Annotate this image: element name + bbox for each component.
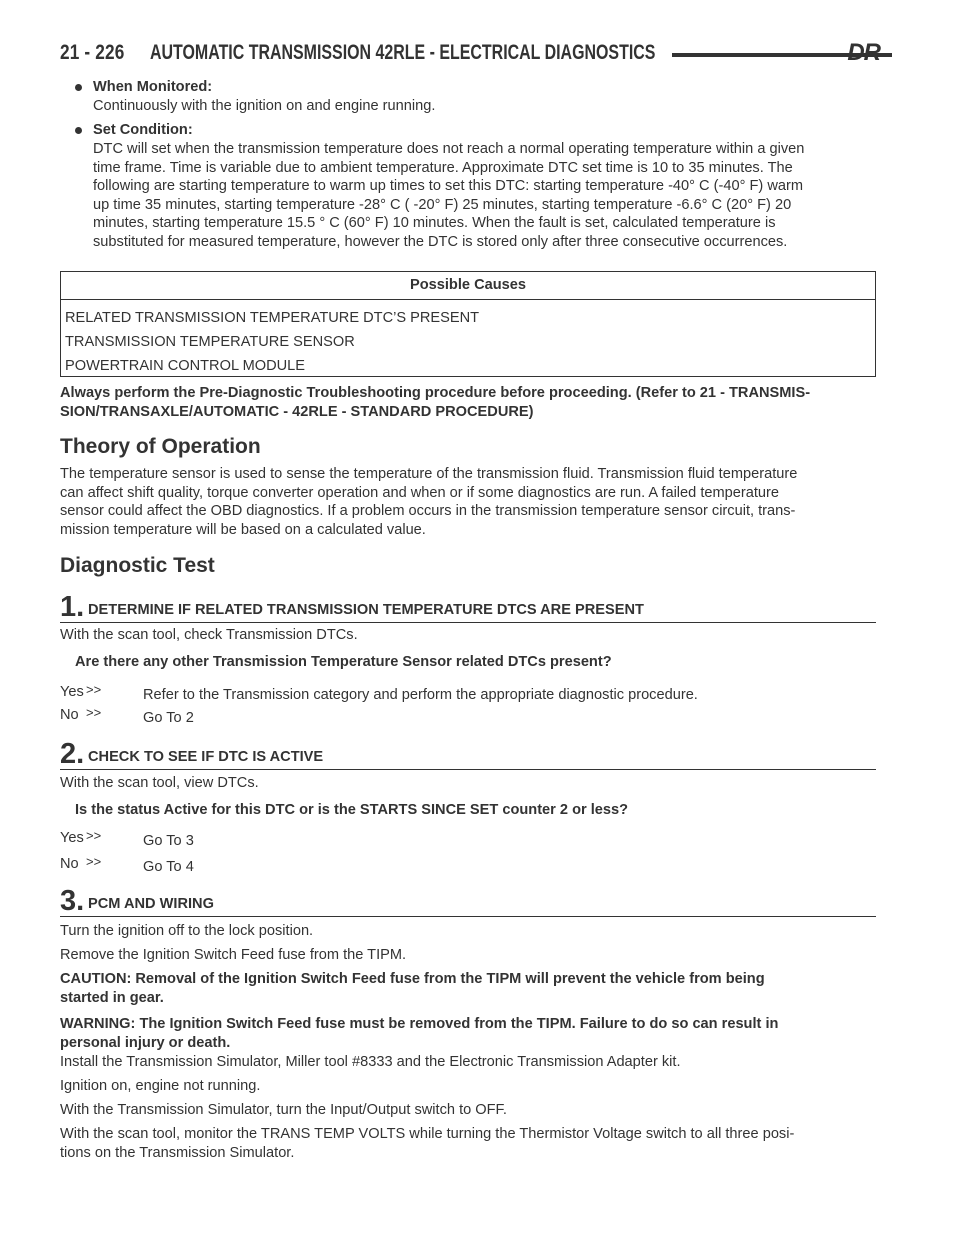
theory-text: [60, 465, 876, 539]
yes-label: Yes: [60, 830, 84, 846]
text-line: CAUTION: Removal of the Ignition Switch Feed fuse from the TIPM will prevent the vehicle from being: [60, 971, 765, 987]
warning-note: [60, 1015, 876, 1052]
bullet-icon: [75, 84, 82, 91]
theory-heading: Theory of Operation: [60, 435, 261, 458]
text-line: time frame. Time is variable due to ambient temperature. Approximate DTC set time is 10 to 35 minutes. The: [93, 159, 793, 176]
possible-causes-heading: Possible Causes: [61, 272, 875, 300]
text-line: started in gear.: [60, 989, 164, 1006]
step-title: CHECK TO SEE IF DTC IS ACTIVE: [88, 749, 324, 765]
set-condition-label: Set Condition:: [93, 122, 193, 138]
section-title: AUTOMATIC TRANSMISSION 42RLE - ELECTRICAL DIAGNOSTICS: [150, 41, 656, 64]
text-line: The temperature sensor is used to sense the temperature of the transmission fluid. Transmission fluid temperature: [60, 466, 798, 482]
cause-item: POWERTRAIN CONTROL MODULE: [65, 358, 306, 374]
text-line: SION/TRANSAXLE/AUTOMATIC - 42RLE - STANDARD PROCEDURE): [60, 403, 534, 420]
arrow-icon: >>: [86, 854, 102, 869]
text-line: Always perform the Pre-Diagnostic Troubleshooting procedure before proceeding. (Refer to 21 - TRANSMIS-: [60, 385, 811, 401]
page-number: 21 - 226: [60, 41, 125, 64]
arrow-icon: >>: [86, 682, 102, 697]
cause-item: RELATED TRANSMISSION TEMPERATURE DTC’S PRESENT: [65, 310, 480, 326]
text-line: With the scan tool, monitor the TRANS TEMP VOLTS while turning the Thermistor Voltage switch to all three posi-: [60, 1126, 795, 1142]
step-title: PCM AND WIRING: [88, 896, 214, 912]
text-line: up time 35 minutes, starting temperature -28° C ( -20° F) 25 minutes, starting temperature -6.6° C (20° F) 20: [93, 196, 792, 213]
text-line: tions on the Transmission Simulator.: [60, 1144, 295, 1161]
step-3-text: With the Transmission Simulator, turn the Input/Output switch to OFF.: [60, 1102, 507, 1118]
bullet-icon: [75, 127, 82, 134]
text-line: sensor could affect the OBD diagnostics. If a problem occurs in the transmission temperature sensor circuit, trans-: [60, 503, 796, 520]
diagnostic-test-heading: Diagnostic Test: [60, 554, 215, 577]
text-line: mission temperature will be based on a calculated value.: [60, 521, 426, 538]
step-1-instruction: With the scan tool, check Transmission DTCs.: [60, 627, 358, 643]
text-line: DTC will set when the transmission temperature does not reach a normal operating temperature within a given: [93, 141, 805, 157]
step-number: 1.: [60, 591, 85, 623]
yes-label: Yes: [60, 684, 84, 700]
step-1-question: Are there any other Transmission Temperature Sensor related DTCs present?: [75, 654, 612, 670]
model-logo: DR: [847, 39, 880, 66]
step-number: 2.: [60, 738, 85, 770]
no-action: Go To 2: [143, 710, 194, 726]
step-3-text: Install the Transmission Simulator, Miller tool #8333 and the Electronic Transmission Adapter kit.: [60, 1054, 681, 1070]
when-monitored-label: When Monitored:: [93, 79, 213, 95]
step-2-question: Is the status Active for this DTC or is the STARTS SINCE SET counter 2 or less?: [75, 802, 629, 818]
step-3-text: [60, 1125, 876, 1162]
text-line: can affect shift quality, torque converter operation and when or if some diagnostics are run. A failed temperature: [60, 484, 780, 501]
cause-item: TRANSMISSION TEMPERATURE SENSOR: [65, 334, 355, 350]
step-3-text: Turn the ignition off to the lock position.: [60, 923, 314, 939]
step-3-text: Remove the Ignition Switch Feed fuse from the TIPM.: [60, 947, 407, 963]
no-action: Go To 4: [143, 859, 194, 875]
yes-action: Refer to the Transmission category and perform the appropriate diagnostic procedure.: [143, 687, 698, 703]
step-number: 3.: [60, 885, 85, 917]
step-2-instruction: With the scan tool, view DTCs.: [60, 775, 259, 791]
text-line: minutes, starting temperature 15.5 ° C (60° F) 10 minutes. When the fault is set, calculated temperature is: [93, 215, 776, 232]
yes-action: Go To 3: [143, 833, 194, 849]
pre-diagnostic-notice: [60, 384, 876, 421]
arrow-icon: >>: [86, 828, 102, 843]
text-line: substituted for measured temperature, however the DTC is stored only after three consecutive occurrences.: [93, 233, 788, 250]
arrow-icon: >>: [86, 705, 102, 720]
step-3-header: [60, 886, 876, 917]
possible-causes-table: [60, 271, 876, 377]
step-2-header: [60, 739, 876, 770]
step-title: DETERMINE IF RELATED TRANSMISSION TEMPERATURE DTCS ARE PRESENT: [88, 602, 644, 618]
no-label: No: [60, 856, 79, 872]
step-1-header: [60, 592, 876, 623]
when-monitored-text: Continuously with the ignition on and engine running.: [93, 98, 436, 114]
text-line: WARNING: The Ignition Switch Feed fuse must be removed from the TIPM. Failure to do so can result in: [60, 1016, 779, 1032]
text-line: following are starting temperature to warm up times to set this DTC: starting temperature -40° C (-40° F) warm: [93, 178, 803, 195]
no-label: No: [60, 707, 79, 723]
set-condition-text: [93, 140, 876, 252]
caution-note: [60, 970, 876, 1007]
page-header: [60, 38, 880, 68]
step-3-text: Ignition on, engine not running.: [60, 1078, 261, 1094]
text-line: personal injury or death.: [60, 1034, 231, 1051]
